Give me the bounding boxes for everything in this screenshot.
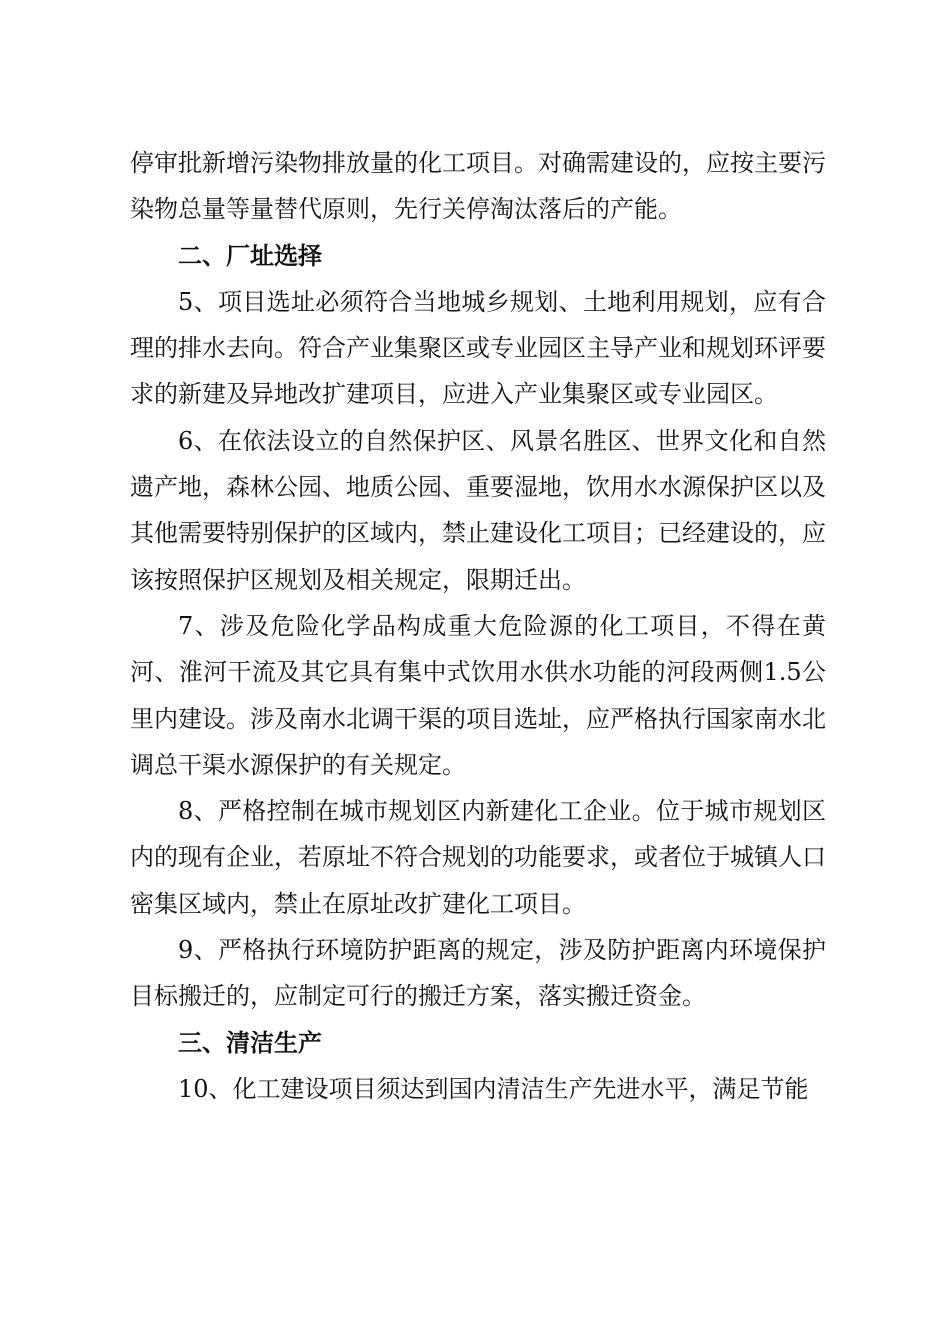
section-heading-clean-production: 三、清洁生产 [178, 1028, 322, 1057]
paragraph-item-9: 9、严格执行环境防护距离的规定，涉及防护距离内环境保护目标搬迁的，应制定可行的搬迁方案，落实搬迁资金。 [130, 936, 826, 1011]
paragraph-item-7: 7、涉及危险化学品构成重大危险源的化工项目，不得在黄河、淮河干流及其它具有集中式饮用水供水功能的河段两侧1.5公里内建设。涉及南水北调干渠的项目选址，应严格执行国家南水北调总干渠水源保护的有关规定。 [130, 611, 826, 779]
section-heading-site-selection: 二、厂址选择 [178, 241, 322, 270]
paragraph-item-10: 10、化工建设项目须达到国内清洁生产先进水平，满足节能 [178, 1074, 809, 1103]
paragraph-item-6: 6、在依法设立的自然保护区、风景名胜区、世界文化和自然遗产地，森林公园、地质公园、重要湿地，饮用水水源保护区以及其他需要特别保护的区域内，禁止建设化工项目；已经建设的，应该按照保护区规划及相关规定，限期迁出。 [130, 426, 826, 594]
paragraph-continuation: 停审批新增污染物排放量的化工项目。对确需建设的，应按主要污染物总量等量替代原则，先行关停淘汰落后的产能。 [130, 149, 826, 224]
document-body [130, 140, 826, 1112]
paragraph-item-5: 5、项目选址必须符合当地城乡规划、土地利用规划，应有合理的排水去向。符合产业集聚区或专业园区主导产业和规划环评要求的新建及异地改扩建项目，应进入产业集聚区或专业园区。 [130, 287, 826, 409]
paragraph-item-8: 8、严格控制在城市规划区内新建化工企业。位于城市规划区内的现有企业，若原址不符合规划的功能要求，或者位于城镇人口密集区域内，禁止在原址改扩建化工项目。 [130, 797, 826, 918]
